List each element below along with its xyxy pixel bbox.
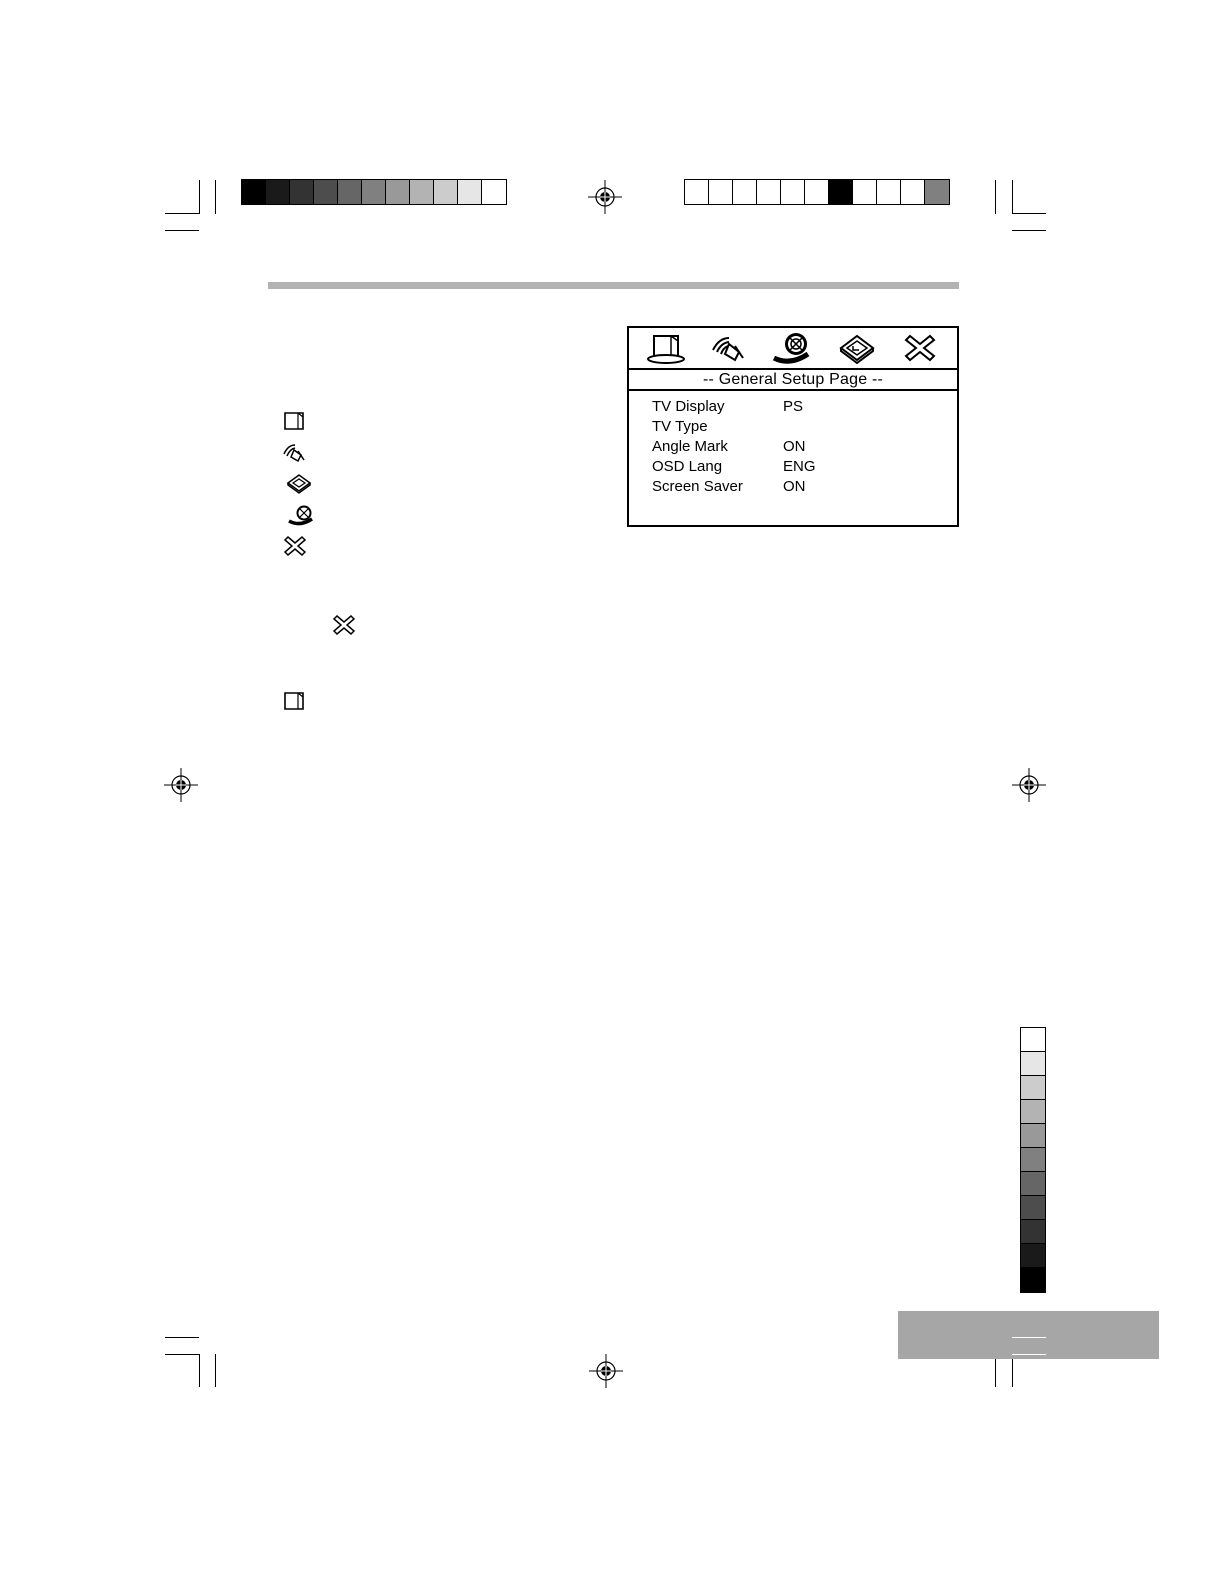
film-reel-icon[interactable] [772, 332, 812, 364]
calibration-swatch [386, 180, 410, 204]
registration-mark-icon [589, 1354, 623, 1388]
calibration-swatch [290, 180, 314, 204]
calibration-swatch [314, 180, 338, 204]
calibration-swatch [482, 180, 506, 204]
registration-mark-icon [1012, 768, 1046, 802]
calibration-swatch [1021, 1172, 1045, 1196]
osd-item-label: TV Display [652, 398, 725, 415]
calibration-swatch [685, 180, 709, 204]
calibration-swatch [434, 180, 458, 204]
footer-rule [1012, 1337, 1046, 1338]
calibration-swatch [266, 180, 290, 204]
tv-screen-icon[interactable] [647, 332, 687, 364]
calibration-swatch [1021, 1124, 1045, 1148]
speaker-icon [282, 441, 308, 463]
exit-x-icon[interactable] [900, 332, 940, 364]
tv-screen-icon [282, 410, 308, 432]
footer-gray-block [898, 1311, 1159, 1359]
osd-item-label: OSD Lang [652, 458, 723, 475]
speaker-icon[interactable] [709, 332, 749, 364]
calibration-swatch [458, 180, 482, 204]
calibration-swatch [1021, 1220, 1045, 1244]
calibration-swatch [362, 180, 386, 204]
calibration-swatch [338, 180, 362, 204]
osd-item-value: ON [783, 438, 806, 455]
calibration-swatch [1021, 1268, 1045, 1292]
calibration-swatch [1021, 1244, 1045, 1268]
calibration-swatch [805, 180, 829, 204]
disc-icon[interactable] [837, 332, 877, 364]
film-reel-icon [288, 504, 314, 526]
calibration-swatch [410, 180, 434, 204]
calibration-swatch [925, 180, 949, 204]
registration-mark-icon [588, 180, 622, 214]
calibration-swatch [757, 180, 781, 204]
calibration-swatch [1021, 1100, 1045, 1124]
calibration-swatch [781, 180, 805, 204]
osd-setup-screen [627, 326, 959, 527]
calibration-swatch [1021, 1052, 1045, 1076]
calibration-swatch [877, 180, 901, 204]
grayscale-calibration-strip [241, 179, 507, 205]
osd-item-label: Screen Saver [652, 478, 743, 495]
calibration-swatch [709, 180, 733, 204]
calibration-swatch [901, 180, 925, 204]
calibration-swatch [1021, 1076, 1045, 1100]
calibration-swatch [853, 180, 877, 204]
footer-rule [1012, 1354, 1046, 1355]
osd-item-value: ON [783, 478, 806, 495]
osd-title-row [629, 368, 957, 391]
vertical-calibration-strip [1020, 1027, 1046, 1293]
calibration-swatch [242, 180, 266, 204]
osd-tab-bar [629, 328, 957, 368]
calibration-swatch [1021, 1028, 1045, 1052]
exit-x-icon [331, 614, 357, 636]
registration-mark-icon [164, 768, 198, 802]
exit-x-icon [282, 535, 308, 557]
calibration-swatch [1021, 1196, 1045, 1220]
disc-icon [286, 472, 312, 494]
calibration-swatch [829, 180, 853, 204]
osd-item-label: TV Type [652, 418, 708, 435]
calibration-swatch [733, 180, 757, 204]
tv-screen-icon [282, 690, 308, 712]
osd-item-value: ENG [783, 458, 816, 475]
calibration-swatch [1021, 1148, 1045, 1172]
osd-item-label: Angle Mark [652, 438, 728, 455]
color-calibration-strip [684, 179, 950, 205]
header-rule [268, 282, 959, 289]
osd-item-value: PS [783, 398, 804, 415]
osd-page-title: -- General Setup Page -- [703, 371, 883, 388]
